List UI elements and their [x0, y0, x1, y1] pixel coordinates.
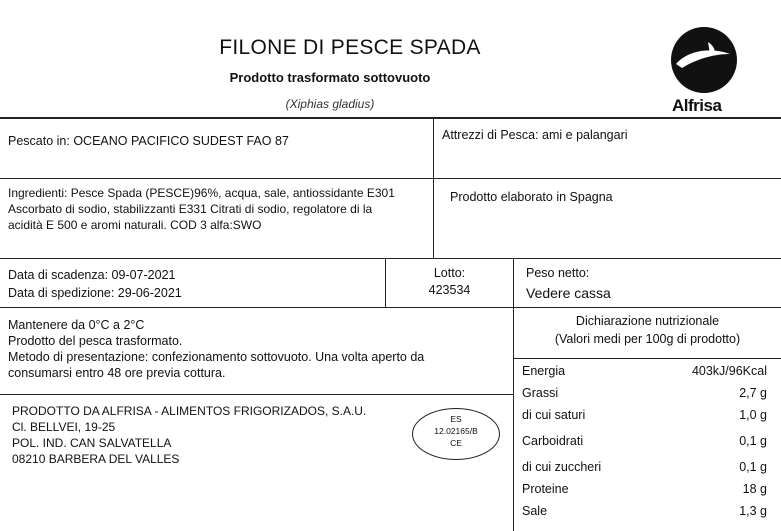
nutrition-value: 0,1 g — [739, 434, 767, 448]
producer-line-3: POL. IND. CAN SALVATELLA — [12, 436, 172, 450]
nutrition-row-protein — [522, 482, 767, 497]
stamp-country: ES — [450, 414, 462, 424]
nutrition-value: 0,1 g — [739, 460, 767, 474]
lot-number: 423534 — [428, 283, 471, 297]
nutrition-subtitle: (Valori medi per 100g di prodotto) — [554, 332, 741, 346]
expiry-date: Data di scadenza: 09-07-2021 — [8, 268, 176, 282]
divider-row1 — [0, 178, 781, 179]
ingredients-line-1: Ingredienti: Pesce Spada (PESCE)96%, acqua, sale, antiossidante E301 — [8, 186, 395, 200]
ingredients-line-3: acidità E 500 e aromi naturali. COD 3 alfa:SWO — [8, 218, 262, 232]
nutrition-label: di cui zuccheri — [522, 460, 602, 474]
producer-line-4: 08210 BARBERA DEL VALLES — [12, 452, 180, 466]
nutrition-label: Sale — [522, 504, 548, 518]
net-weight-value: Vedere cassa — [526, 285, 611, 301]
nutrition-row-fat — [522, 386, 767, 401]
fishing-gear: Attrezzi di Pesca: ami e palangari — [442, 128, 628, 142]
divider-storage — [0, 394, 513, 395]
stamp-ce: CE — [450, 438, 462, 448]
label-subtitle: Prodotto trasformato sottovuoto — [229, 70, 431, 85]
nutrition-row-carbs — [522, 434, 767, 449]
storage-line-1: Mantenere da 0°C a 2°C — [8, 318, 145, 332]
divider-top — [0, 117, 781, 119]
nutrition-title: Dichiarazione nutrizionale — [575, 314, 720, 328]
divider-row3 — [0, 307, 781, 308]
nutrition-value: 403kJ/96Kcal — [691, 364, 767, 378]
nutrition-label: di cui saturi — [522, 408, 586, 422]
nutrition-value: 1,0 g — [739, 408, 767, 422]
nutrition-row-energy — [522, 364, 767, 379]
ingredients-line-2: Ascorbato di sodio, stabilizzanti E331 Citrati di sodio, regolatore di la — [8, 202, 373, 216]
shipping-date: Data di spedizione: 29-06-2021 — [8, 286, 182, 300]
nutrition-label: Proteine — [522, 482, 569, 496]
storage-line-2: Prodotto del pesca trasformato. — [8, 334, 183, 348]
nutrition-row-sugars — [522, 460, 767, 475]
storage-line-4: consumarsi entro 48 ore previa cottura. — [8, 366, 226, 380]
net-weight-label: Peso netto: — [526, 266, 590, 280]
producer-line-1: PRODOTTO DA ALFRISA - ALIMENTOS FRIGORIZADOS, S.A.U. — [12, 404, 367, 418]
nutrition-value: 1,3 g — [739, 504, 767, 518]
stamp-number: 12.02165/B — [434, 426, 478, 436]
nutrition-row-salt — [522, 504, 767, 519]
divider-col-top — [433, 119, 434, 258]
divider-col-right — [513, 258, 514, 531]
nutrition-value: 2,7 g — [739, 386, 767, 400]
nutrition-row-saturated — [522, 408, 767, 423]
nutrition-label: Energia — [522, 364, 566, 378]
alfrisa-logo-icon — [668, 24, 740, 96]
nutrition-label: Carboidrati — [522, 434, 584, 448]
health-mark-stamp — [412, 408, 500, 460]
divider-row2 — [0, 258, 781, 259]
nutrition-label: Grassi — [522, 386, 559, 400]
producer-line-2: Cl. BELLVEI, 19-25 — [12, 420, 116, 434]
lot-label: Lotto: — [433, 266, 466, 280]
species-name: (Xiphias gladius) — [285, 97, 375, 111]
storage-line-3: Metodo di presentazione: confezionamento sottovuoto. Una volta aperto da — [8, 350, 425, 364]
origin-text: Prodotto elaborato in Spagna — [450, 190, 613, 204]
divider-nutrition-header — [513, 358, 781, 359]
nutrition-value: 18 g — [742, 482, 767, 496]
label-title: FILONE DI PESCE SPADA — [219, 36, 481, 59]
brand-name: Alfrisa — [672, 96, 722, 115]
caught-area: Pescato in: OCEANO PACIFICO SUDEST FAO 87 — [8, 134, 289, 148]
